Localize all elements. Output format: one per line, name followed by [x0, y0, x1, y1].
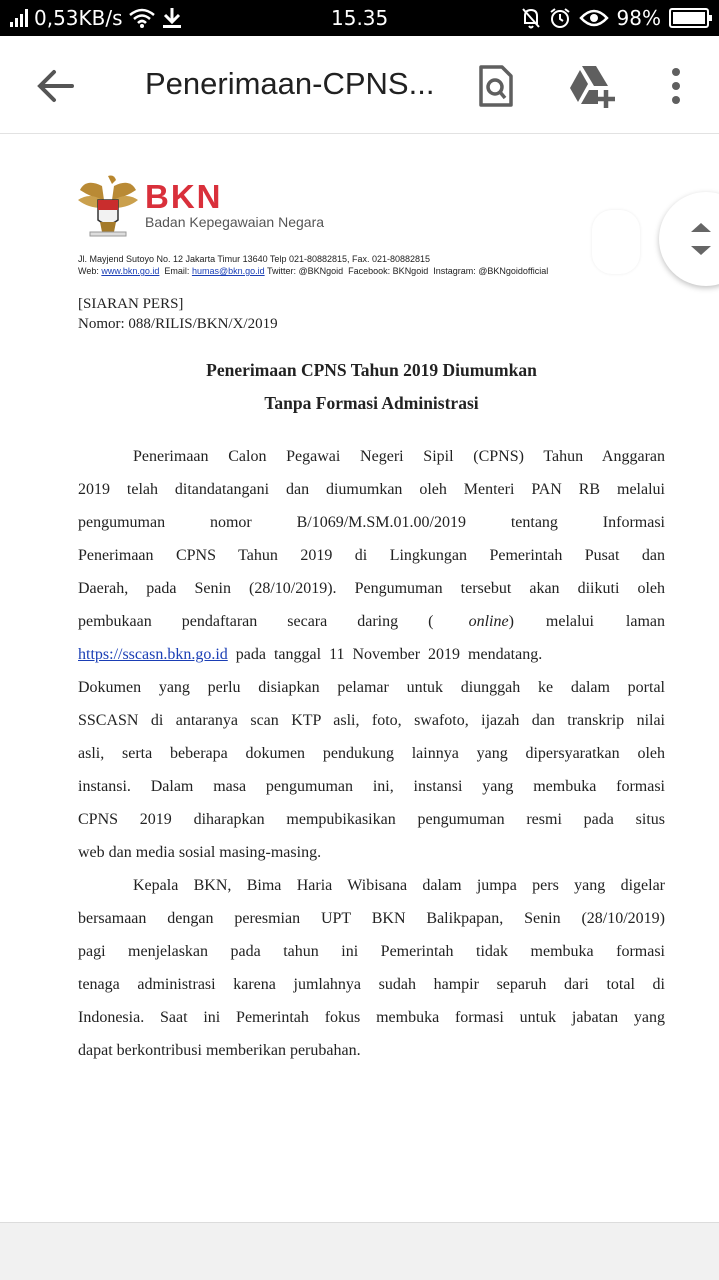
- page-indicator-ghost: [592, 210, 640, 274]
- press-header: [78, 294, 278, 334]
- battery-icon: [669, 8, 709, 28]
- text-line: Kepala BKN, Bima Haria Wibisana dalam jumpa pers yang digelar: [133, 877, 665, 894]
- app-bar: [0, 36, 719, 134]
- garuda-emblem-icon: [76, 170, 140, 240]
- instagram-handle: Instagram: @BKNgoidofficial: [433, 266, 549, 276]
- text-line: CPNS 2019 diharapkan mempubikasikan pengumuman resmi pada situs: [78, 811, 665, 828]
- eye-icon: [579, 8, 609, 28]
- press-number: Nomor: 088/RILIS/BKN/X/2019: [78, 316, 278, 332]
- facebook-handle: Facebook: BKNgoid: [348, 266, 429, 276]
- address-line: Jl. Mayjend Sutoyo No. 12 Jakarta Timur 13640 Telp 021-80882815, Fax. 021-80882815: [78, 254, 431, 264]
- wifi-icon: [129, 7, 155, 29]
- text-line: tenaga administrasi karena jumlahnya sudah hampir separuh dari total di: [78, 976, 665, 993]
- text-line: pengumuman nomor B/1069/M.SM.01.00/2019 tentang Informasi: [78, 514, 665, 531]
- status-bar: [0, 0, 719, 36]
- search-document-icon[interactable]: [478, 64, 514, 108]
- text-line: instansi. Dalam masa pengumuman ini, instansi yang membuka formasi: [78, 778, 665, 795]
- alarm-icon: [549, 7, 571, 29]
- text-line: SSCASN di antaranya scan KTP asli, foto, swafoto, ijazah dan transkrip nilai: [78, 712, 665, 729]
- text-line: Dokumen yang perlu disiapkan pelamar untuk diunggah ke dalam portal: [78, 679, 665, 696]
- document-title: Penerimaan-CPNS...: [145, 66, 435, 101]
- text-line: Indonesia. Saat ini Pemerintah fokus membuka formasi untuk jabatan yang: [78, 1009, 665, 1026]
- text-line: web dan media sosial masing-masing.: [78, 844, 322, 861]
- text-line: Penerimaan Calon Pegawai Negeri Sipil (CPNS) Tahun Anggaran: [133, 448, 665, 465]
- text-line: 2019 telah ditandatangani dan diumumkan oleh Menteri PAN RB melalui: [78, 481, 665, 498]
- text-line: Daerah, pada Senin (28/10/2019). Pengumuman tersebut akan diikuti oleh: [78, 580, 665, 597]
- text-line: asli, serta beberapa dokumen pendukung lainnya yang dipersyaratkan oleh: [78, 745, 665, 762]
- scroll-arrows-icon: [689, 220, 713, 260]
- twitter-handle: Twitter: @BKNgoid: [266, 266, 344, 276]
- text-line: [78, 613, 665, 637]
- document-heading-line-1: Penerimaan CPNS Tahun 2019 Diumumkan: [206, 360, 537, 380]
- sscasn-link[interactable]: https://sscasn.bkn.go.id: [78, 646, 228, 663]
- email-link[interactable]: humas@bkn.go.id: [191, 266, 265, 276]
- text-segment: pembukaan pendaftaran secara daring (: [78, 613, 434, 630]
- drive-add-icon[interactable]: [568, 64, 618, 108]
- text-line: Penerimaan CPNS Tahun 2019 di Lingkungan Pemerintah Pusat dan: [78, 547, 665, 564]
- org-name: Badan Kepegawaian Negara: [145, 214, 325, 230]
- download-icon: [161, 6, 183, 30]
- page-gap: [0, 1222, 719, 1280]
- bkn-logo-text: BKN: [145, 178, 223, 215]
- text-segment: pada tanggal 11 November 2019 mendatang.: [227, 646, 543, 663]
- text-italic: online: [468, 613, 509, 630]
- contact-line: Web: www.bkn.go.id Email: humas@bkn.go.id Twitter: @BKNgoid Facebook: BKNgoid Instagram: @BKNgoidofficial: [78, 266, 549, 276]
- press-label: [SIARAN PERS]: [78, 296, 184, 312]
- bell-off-icon: [521, 7, 541, 29]
- clock: 15.35: [331, 6, 389, 30]
- website-link[interactable]: www.bkn.go.id: [101, 266, 160, 276]
- text-line: pagi menjelaskan pada tahun ini Pemerintah tidak membuka formasi: [78, 943, 665, 960]
- battery-percent: 98%: [616, 6, 661, 30]
- text-line: [78, 646, 665, 670]
- back-arrow-icon[interactable]: [34, 66, 78, 106]
- text-line: bersamaan dengan peresmian UPT BKN Balikpapan, Senin (28/10/2019): [78, 910, 665, 927]
- network-speed: 0,53KB/s: [34, 6, 123, 30]
- document-heading-line-2: Tanpa Formasi Administrasi: [264, 393, 479, 413]
- text-segment: ) melalui laman: [508, 613, 665, 630]
- more-vert-icon[interactable]: [668, 66, 684, 106]
- signal-icon: [10, 9, 28, 27]
- text-line: dapat berkontribusi memberikan perubahan.: [78, 1042, 361, 1059]
